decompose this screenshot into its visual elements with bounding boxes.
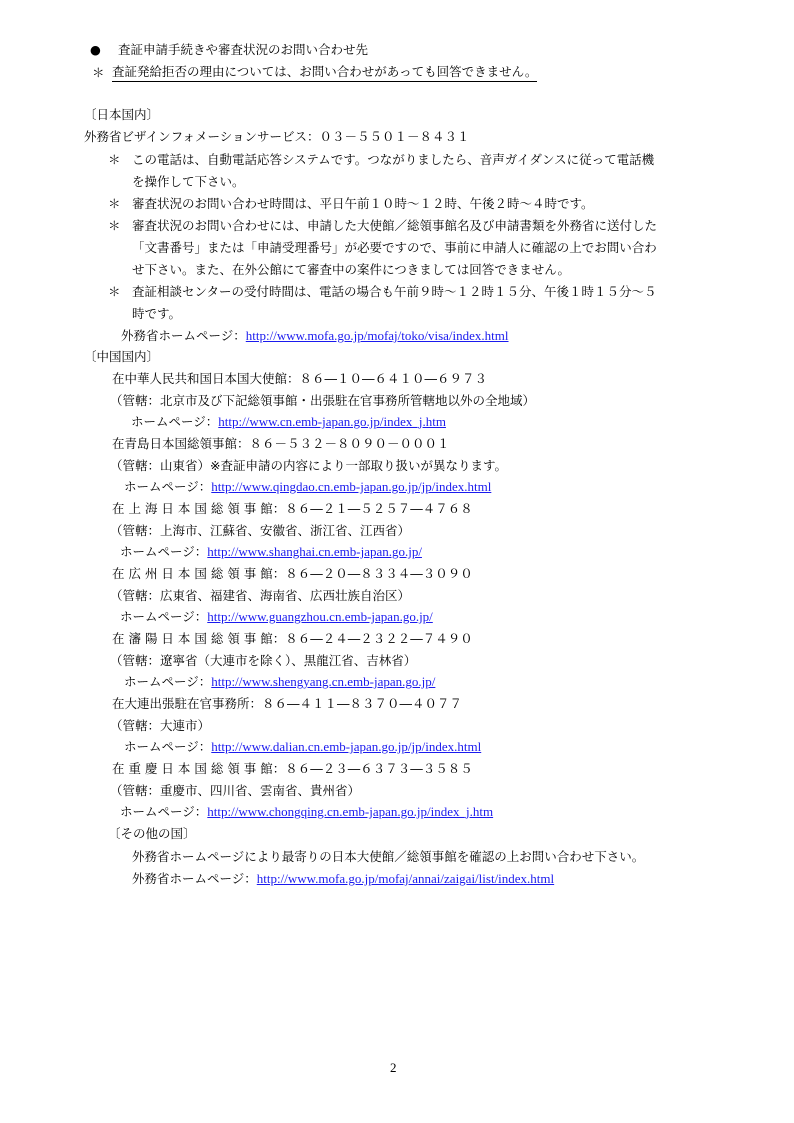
office-jurisdiction: （管轄：大連市）	[110, 718, 211, 733]
mofa-zaigai-link[interactable]: http://www.mofa.go.jp/mofaj/annai/zaigai/list/index.html	[256, 871, 555, 886]
homepage-label: ホームページ：	[124, 739, 212, 754]
office-name: 在青島日本国総領事館：８６－５３２－８０９０－０００１	[112, 436, 450, 451]
note-line: この電話は、自動電話応答システムです。つながりましたら、音声ガイダンスに従って電話機	[132, 152, 655, 167]
refusal-note: 査証発給拒否の理由については、お問い合わせがあっても回答できません。	[112, 64, 537, 82]
homepage-label: ホームページ：	[131, 414, 219, 429]
note-line: せ下さい。また、在外公館にて審査中の案件につきましては回答できません。	[132, 262, 571, 277]
note-mark: ＊	[108, 218, 121, 233]
note-line: 審査状況のお問い合わせには、申請した大使館／総領事館名及び申請書類を外務省に送付した	[132, 218, 658, 233]
homepage-label: ホームページ：	[120, 609, 208, 624]
office-homepage-link[interactable]: http://www.cn.emb-japan.go.jp/index_j.htm	[218, 414, 446, 429]
note-line: 時です。	[132, 306, 182, 321]
homepage-label: 外務省ホームページ：	[132, 871, 257, 886]
office-homepage-row	[120, 544, 422, 560]
note-mark: ＊	[108, 284, 121, 299]
homepage-label: ホームページ：	[120, 804, 208, 819]
office-jurisdiction: （管轄：北京市及び下記総領事館・出張駐在官事務所管轄地以外の全地域）	[110, 393, 536, 408]
office-jurisdiction: （管轄：山東省）※査証申請の内容により一部取り扱いが異なります。	[110, 458, 507, 473]
office-name: 在 広 州 日 本 国 総 領 事 館：８６―２０―８３３４―３０９０	[112, 566, 473, 581]
office-jurisdiction: （管轄：遼寧省（大連市を除く）、黒龍江省、吉林省）	[110, 653, 417, 668]
office-homepage-link[interactable]: http://www.shengyang.cn.emb-japan.go.jp/	[211, 674, 436, 689]
office-homepage-row	[124, 479, 491, 495]
homepage-label: ホームページ：	[124, 674, 212, 689]
note-line: 査証相談センターの受付時間は、電話の場合も午前９時～１２時１５分、午後１時１５分～５	[132, 284, 657, 299]
homepage-label: ホームページ：	[120, 544, 208, 559]
homepage-label: ホームページ：	[124, 479, 212, 494]
mofa-visa-link[interactable]: http://www.mofa.go.jp/mofaj/toko/visa/index.html	[245, 328, 509, 343]
office-jurisdiction: （管轄：上海市、江蘇省、安徽省、浙江省、江西省）	[110, 523, 411, 538]
office-homepage-row	[124, 739, 481, 755]
asterisk-icon: ＊	[92, 65, 105, 80]
page-number: 2	[390, 1060, 397, 1075]
office-homepage-link[interactable]: http://www.qingdao.cn.emb-japan.go.jp/jp/index.html	[211, 479, 492, 494]
office-name: 在 上 海 日 本 国 総 領 事 館：８６―２１―５２５７―４７６８	[112, 501, 473, 516]
note-line: 「文書番号」または「申請受理番号」が必要ですので、事前に申請人に確認の上でお問い合わ	[132, 240, 657, 255]
office-homepage-row	[120, 609, 433, 625]
office-homepage-link[interactable]: http://www.shanghai.cn.emb-japan.go.jp/	[207, 544, 422, 559]
other-homepage-row	[132, 871, 554, 887]
office-homepage-row	[131, 414, 446, 430]
other-countries-heading: 〔その他の国〕	[108, 826, 196, 841]
office-jurisdiction: （管轄：広東省、福建省、海南省、広西壮族自治区）	[110, 588, 411, 603]
contact-heading: 査証申請手続きや審査状況のお問い合わせ先	[118, 42, 369, 57]
office-homepage-row	[124, 674, 435, 690]
other-countries-text: 外務省ホームページにより最寄りの日本大使館／総領事館を確認の上お問い合わせ下さい。	[132, 849, 645, 864]
visa-info-service: 外務省ビザインフォメーションサービス：０３－５５０１－８４３１	[84, 129, 470, 144]
note-mark: ＊	[108, 196, 121, 211]
note-line: 審査状況のお問い合わせ時間は、平日午前１０時～１２時、午後２時～４時です。	[132, 196, 594, 211]
office-jurisdiction: （管轄：重慶市、四川省、雲南省、貴州省）	[110, 783, 361, 798]
bullet-icon: ●	[90, 42, 101, 57]
homepage-label: 外務省ホームページ：	[121, 328, 246, 343]
office-homepage-link[interactable]: http://www.guangzhou.cn.emb-japan.go.jp/	[207, 609, 433, 624]
office-name: 在 重 慶 日 本 国 総 領 事 館：８６―２３―６３７３―３５８５	[112, 761, 473, 776]
note-mark: ＊	[108, 152, 121, 167]
office-homepage-link[interactable]: http://www.chongqing.cn.emb-japan.go.jp/index_j.htm	[207, 804, 494, 819]
china-heading: 〔中国国内〕	[84, 349, 160, 364]
office-homepage-row	[120, 804, 493, 820]
office-name: 在大連出張駐在官事務所：８６―４１１―８３７０―４０７７	[112, 696, 463, 711]
mofa-homepage-row	[121, 328, 509, 344]
office-name: 在 瀋 陽 日 本 国 総 領 事 館：８６―２４―２３２２―７４９０	[112, 631, 473, 646]
office-name: 在中華人民共和国日本国大使館：８６―１０―６４１０―６９７３	[112, 371, 488, 386]
note-line: を操作して下さい。	[132, 174, 245, 189]
japan-heading: 〔日本国内〕	[84, 107, 160, 122]
office-homepage-link[interactable]: http://www.dalian.cn.emb-japan.go.jp/jp/index.html	[211, 739, 482, 754]
